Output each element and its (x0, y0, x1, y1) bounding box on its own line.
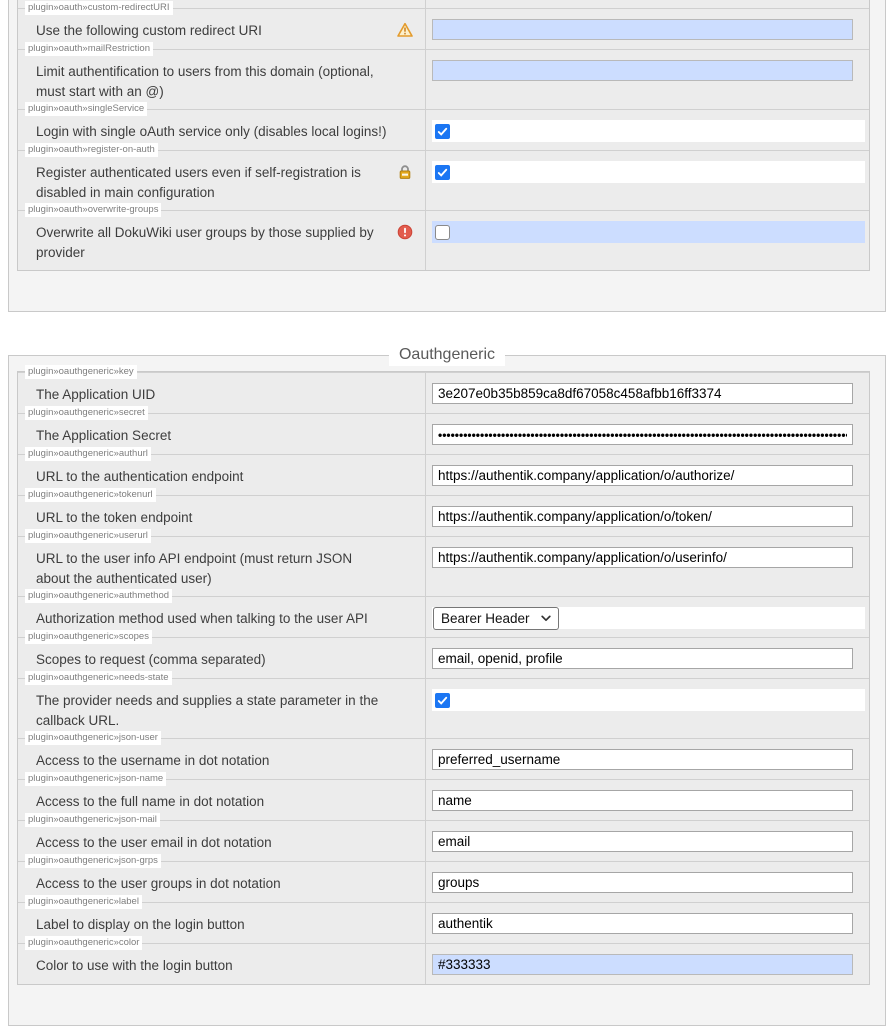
setting-description: Color to use with the login button (36, 958, 233, 973)
json-user-input[interactable] (432, 749, 853, 770)
setting-value-cell (426, 50, 869, 109)
warning-icon (397, 22, 413, 38)
singleservice-checkbox[interactable] (435, 124, 450, 139)
select-field (432, 607, 865, 629)
setting-description: Access to the user email in dot notation (36, 835, 272, 850)
oauthgeneric-plugin-section (8, 346, 886, 1026)
setting-value-cell (426, 780, 869, 820)
setting-label-cell (18, 530, 426, 596)
key-input[interactable] (432, 383, 853, 404)
section-bottom-padding (17, 271, 870, 311)
setting-value-cell (426, 903, 869, 943)
checkbox-field (432, 120, 865, 142)
section-body (9, 356, 885, 1025)
setting-value-cell (426, 151, 871, 210)
setting-row-register-on-auth (18, 144, 869, 210)
setting-value-cell (426, 862, 869, 902)
json-name-input[interactable] (432, 790, 853, 811)
setting-key: plugin»oauthgeneric»json-grps (25, 854, 161, 868)
setting-value-cell (426, 110, 871, 150)
setting-value-cell (426, 821, 869, 861)
setting-row-json-grps (18, 855, 869, 902)
json-grps-input[interactable] (432, 872, 853, 893)
authmethod-select[interactable] (433, 607, 559, 630)
label-input[interactable] (432, 913, 853, 934)
setting-key: plugin»oauth»overwrite-groups (25, 203, 161, 217)
setting-description: Access to the full name in dot notation (36, 794, 265, 809)
setting-key: plugin»oauthgeneric»tokenurl (25, 488, 156, 502)
color-input[interactable] (432, 954, 853, 975)
setting-description: URL to the authentication endpoint (36, 469, 244, 484)
setting-key: plugin»oauthgeneric»label (25, 895, 142, 909)
needs-state-checkbox[interactable] (435, 693, 450, 708)
oauth-plugin-section (8, 0, 886, 312)
setting-description: The Application UID (36, 387, 156, 402)
setting-key: plugin»oauthgeneric»secret (25, 406, 148, 420)
lock-icon (397, 164, 413, 180)
setting-value-cell (426, 679, 871, 738)
setting-label-cell (18, 144, 426, 210)
setting-label-cell (18, 204, 426, 270)
setting-key: plugin»oauthgeneric»json-user (25, 731, 161, 745)
setting-value-cell (426, 414, 869, 454)
setting-key: plugin»oauthgeneric»userurl (25, 529, 151, 543)
setting-label-cell (18, 43, 426, 109)
setting-description: The Application Secret (36, 428, 172, 443)
setting-key: plugin»oauthgeneric»json-name (25, 772, 166, 786)
section-body (9, 0, 885, 311)
setting-value-cell (426, 944, 869, 984)
checkbox-field (432, 221, 865, 243)
setting-key: plugin»oauthgeneric»needs-state (25, 671, 172, 685)
checkbox-field (432, 161, 865, 183)
setting-value-cell (426, 597, 871, 637)
error-icon (397, 224, 413, 240)
setting-description: Register authenticated users even if self-registration is disabled in main configuration (36, 165, 361, 200)
tokenurl-input[interactable] (432, 506, 853, 527)
userurl-input[interactable] (432, 547, 853, 568)
setting-key: plugin»oauthgeneric»scopes (25, 630, 152, 644)
checkbox-field (432, 689, 865, 711)
setting-row-needs-state (18, 672, 869, 738)
setting-row-color (18, 937, 869, 984)
settings-table (17, 366, 870, 985)
setting-row-overwrite-groups (18, 204, 869, 270)
setting-description: The provider needs and supplies a state parameter in the callback URL. (36, 693, 379, 728)
setting-key: plugin»oauth»custom-redirectURI (25, 1, 173, 15)
setting-value-cell (426, 739, 869, 779)
setting-key: plugin»oauth»singleService (25, 102, 147, 116)
setting-description: Authorization method used when talking to the user API (36, 611, 368, 626)
setting-label-cell (18, 937, 426, 984)
secret-input[interactable] (432, 424, 853, 445)
register-on-auth-checkbox[interactable] (435, 165, 450, 180)
setting-description: Access to the username in dot notation (36, 753, 270, 768)
setting-key: plugin»oauth»register-on-auth (25, 143, 158, 157)
setting-value-cell (426, 537, 869, 596)
section-legend: Oauthgeneric (389, 344, 505, 366)
section-bottom-padding (17, 985, 870, 1025)
setting-row-userurl (18, 530, 869, 596)
chevron-down-icon (541, 615, 551, 622)
setting-label-cell (18, 672, 426, 738)
custom-redirecturi-input[interactable] (432, 19, 853, 40)
setting-key: plugin»oauthgeneric»key (25, 365, 137, 379)
setting-description: URL to the token endpoint (36, 510, 193, 525)
setting-key: plugin»oauthgeneric»authurl (25, 447, 151, 461)
setting-description: Scopes to request (comma separated) (36, 652, 266, 667)
setting-description: Label to display on the login button (36, 917, 245, 932)
cut-off-value-cell (426, 0, 869, 8)
setting-key: plugin»oauthgeneric»json-mail (25, 813, 160, 827)
json-mail-input[interactable] (432, 831, 853, 852)
setting-row-mailrestriction (18, 43, 869, 109)
setting-description: Login with single oAuth service only (disables local logins!) (36, 124, 387, 139)
setting-value-cell (426, 211, 871, 270)
setting-description: Limit authentification to users from this domain (optional, must start with an @) (36, 64, 374, 99)
setting-value-cell (426, 455, 869, 495)
selected-option-label: Bearer Header (441, 610, 530, 626)
mailrestriction-input[interactable] (432, 60, 853, 81)
setting-description: Access to the user groups in dot notation (36, 876, 281, 891)
setting-value-cell (426, 373, 869, 413)
setting-description: Use the following custom redirect URI (36, 23, 262, 38)
authurl-input[interactable] (432, 465, 853, 486)
setting-value-cell (426, 9, 869, 49)
setting-key: plugin»oauthgeneric»authmethod (25, 589, 172, 603)
setting-key: plugin»oauth»mailRestriction (25, 42, 153, 56)
scopes-input[interactable] (432, 648, 853, 669)
settings-table (17, 0, 870, 271)
setting-value-cell (426, 496, 869, 536)
setting-key: plugin»oauthgeneric»color (25, 936, 142, 950)
setting-value-cell (426, 638, 869, 678)
overwrite-groups-checkbox[interactable] (435, 225, 450, 240)
setting-description: Overwrite all DokuWiki user groups by those supplied by provider (36, 225, 374, 260)
setting-row-label (18, 896, 869, 943)
setting-description: URL to the user info API endpoint (must return JSON about the authenticated user) (36, 551, 353, 586)
